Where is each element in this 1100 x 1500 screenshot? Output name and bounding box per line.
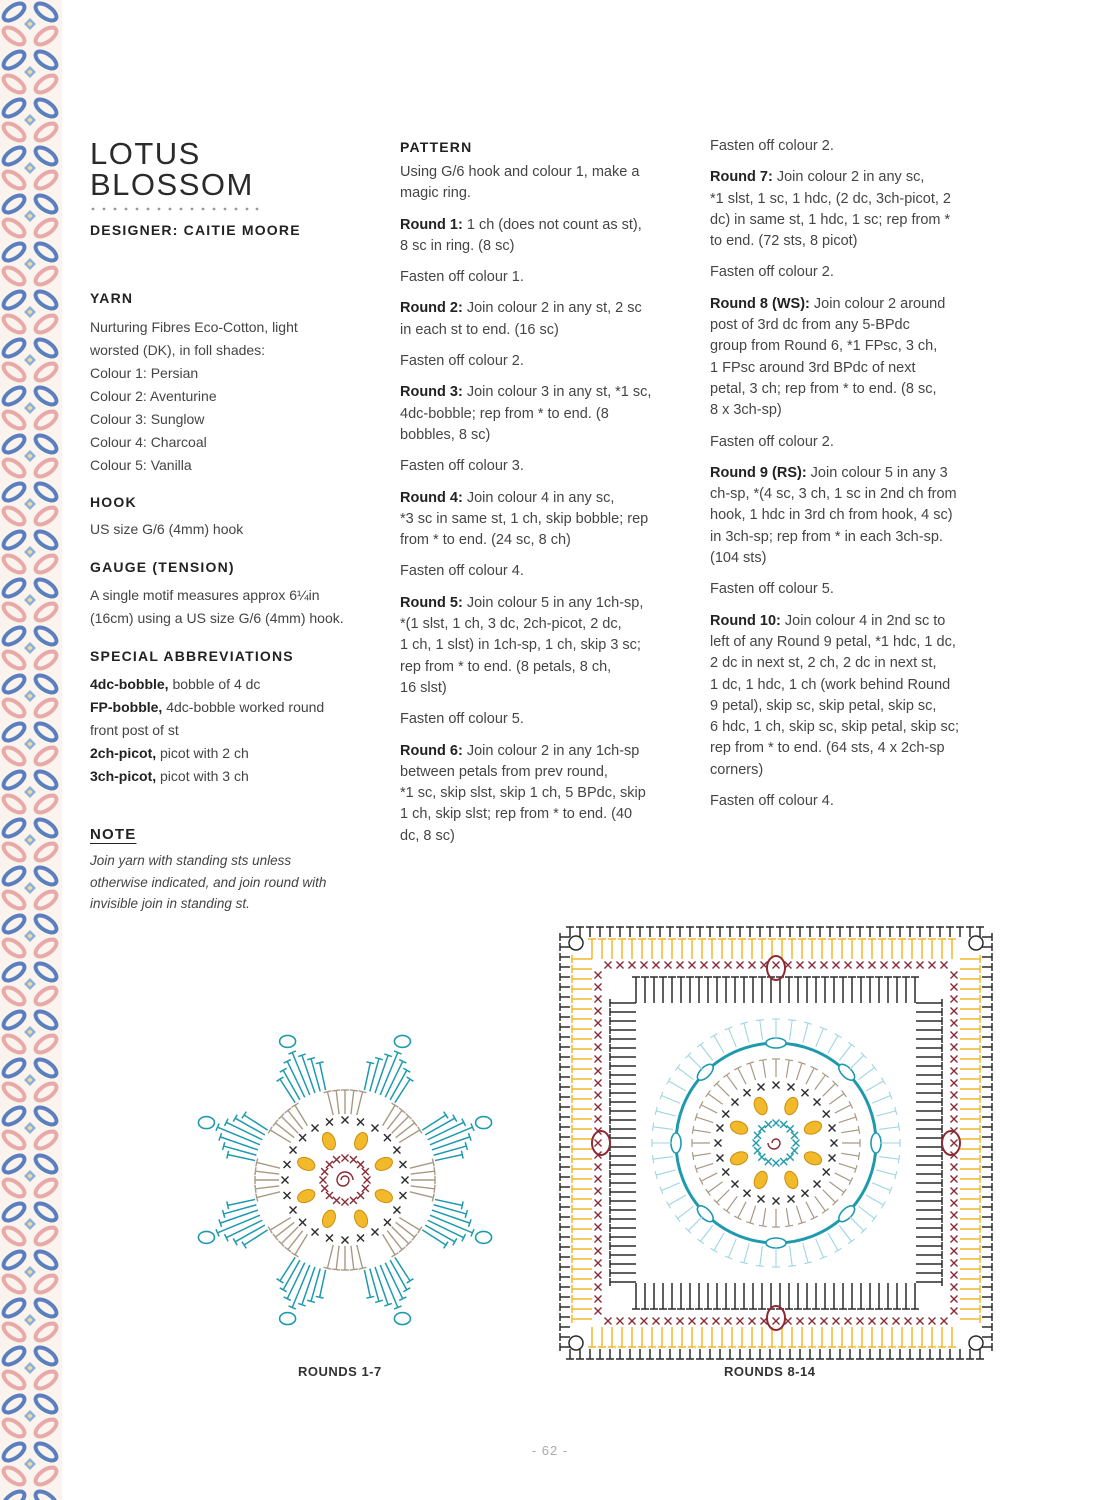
note-line: otherwise indicated, and join round with: [90, 874, 327, 890]
caption-rounds-1-7: ROUNDS 1-7: [298, 1364, 382, 1379]
yarn-line: Colour 1: Persian: [90, 365, 199, 381]
yarn-heading: YARN: [90, 290, 134, 306]
pattern-column-1: [400, 162, 685, 857]
abbreviation-item: 4dc-bobble, bobble of 4 dc: [90, 676, 261, 692]
yarn-line: worsted (DK), in foll shades:: [90, 342, 266, 358]
yarn-line: Colour 5: Vanilla: [90, 457, 192, 473]
chart-rounds-1-7: [180, 1015, 510, 1345]
pattern-title: [90, 138, 254, 200]
pattern-round: Round 9 (RS): Join colour 5 in any 3 ch-sp, *(4 sc, 3 ch, 1 sc in 2nd ch from hook, 1 hdc in 3rd ch from hook, 4 sc) in 3ch-sp; rep from * in each 3ch-sp. (104 sts): [710, 464, 957, 567]
pattern-instruction: Fasten off colour 1.: [400, 269, 524, 286]
pattern-column-2: [710, 136, 995, 822]
note-line: Join yarn with standing sts unless: [90, 853, 292, 868]
abbreviation-item: 2ch-picot, picot with 2 ch: [90, 745, 249, 761]
hook-heading: HOOK: [90, 494, 137, 510]
pattern-instruction: Fasten off colour 2.: [710, 264, 834, 281]
pattern-heading: PATTERN: [400, 139, 473, 155]
gauge-heading: GAUGE (TENSION): [90, 559, 235, 575]
pattern-round: Round 10: Join colour 4 in 2nd sc to left of any Round 9 petal, *1 hdc, 1 dc, 2 dc in next st, 2 ch, 2 dc in next st, 1 dc, 1 hdc, 1 ch (work behind Round 9 petal), skip sc, skip petal, skip sc, 6 hdc, 1 ch, skip sc, skip petal, skip sc; rep from * to end. (64 sts, 4 x 2ch-sp corners): [710, 612, 960, 778]
yarn-line: Colour 2: Aventurine: [90, 388, 217, 404]
designer-credit: DESIGNER: CAITIE MOORE: [90, 222, 301, 238]
note-text: [90, 850, 326, 915]
caption-rounds-8-14: ROUNDS 8-14: [724, 1364, 816, 1379]
abbreviations-list: [90, 673, 324, 788]
pattern-instruction: Fasten off colour 4.: [400, 563, 524, 580]
pattern-instruction: Fasten off colour 4.: [710, 793, 834, 810]
pattern-round: Round 2: Join colour 2 in any st, 2 sc in each st to end. (16 sc): [400, 300, 642, 338]
pattern-round: Round 7: Join colour 2 in any sc, *1 slst, 1 sc, 1 hdc, (2 dc, 3ch-picot, 2 dc) in same st, 1 hdc, 1 sc; rep from * to end. (72 sts, 8 picot): [710, 169, 951, 250]
pattern-instruction: Using G/6 hook and colour 1, make a magic ring.: [400, 164, 640, 202]
pattern-instruction: Fasten off colour 5.: [710, 581, 834, 598]
dotted-divider: [90, 206, 260, 212]
note-heading: NOTE: [90, 826, 137, 843]
pattern-round: Round 3: Join colour 3 in any st, *1 sc, 4dc-bobble; rep from * to end. (8 bobbles, 8 sc): [400, 384, 652, 443]
hook-text: US size G/6 (4mm) hook: [90, 521, 244, 537]
page-number: - 62 -: [531, 1443, 569, 1458]
decorative-border: [0, 0, 62, 1500]
abbreviation-item: front post of st: [90, 722, 179, 738]
pattern-round: Round 1: 1 ch (does not count as st), 8 sc in ring. (8 sc): [400, 216, 642, 254]
yarn-line: Nurturing Fibres Eco-Cotton, light: [90, 319, 298, 335]
gauge-text: [90, 584, 344, 630]
yarn-list: [90, 316, 298, 477]
note-line: invisible join in standing st.: [90, 896, 250, 911]
abbreviations-heading: SPECIAL ABBREVIATIONS: [90, 648, 294, 664]
chart-rounds-8-14: [558, 925, 994, 1361]
pattern-round: Round 6: Join colour 2 in any 1ch-sp between petals from prev round, *1 sc, skip slst, skip 1 ch, 5 BPdc, skip 1 ch, skip slst; rep from * to end. (40 dc, 8 sc): [400, 742, 646, 844]
gauge-line: A single motif measures approx 6¼in: [90, 587, 320, 603]
yarn-line: Colour 3: Sunglow: [90, 411, 205, 427]
pattern-round: Round 4: Join colour 4 in any sc, *3 sc in same st, 1 ch, skip bobble; rep from * to end. (24 sc, 8 ch): [400, 489, 649, 549]
pattern-round: Round 8 (WS): Join colour 2 around post of 3rd dc from any 5-BPdc group from Round 6, *1 FPsc, 3 ch, 1 FPsc around 3rd BPdc of next petal, 3 ch; rep from * to end. (8 sc, 8 x 3ch-sp): [710, 295, 946, 419]
abbreviation-item: FP-bobble, 4dc-bobble worked round: [90, 699, 325, 715]
title-line-2: BLOSSOM: [90, 167, 254, 202]
pattern-instruction: Fasten off colour 2.: [710, 433, 834, 450]
abbreviation-item: 3ch-picot, picot with 3 ch: [90, 768, 249, 784]
pattern-instruction: Fasten off colour 2.: [400, 353, 524, 370]
gauge-line: (16cm) using a US size G/6 (4mm) hook.: [90, 610, 344, 626]
pattern-instruction: Fasten off colour 2.: [710, 138, 834, 154]
pattern-round: Round 5: Join colour 5 in any 1ch-sp, *(1 slst, 1 ch, 3 dc, 2ch-picot, 2 dc, 1 ch, 1 slst) in 1ch-sp, 1 ch, skip 3 sc; rep from * to end. (8 petals, 8 ch, 16 slst): [400, 594, 644, 696]
pattern-instruction: Fasten off colour 5.: [400, 711, 524, 728]
yarn-line: Colour 4: Charcoal: [90, 434, 207, 450]
pattern-instruction: Fasten off colour 3.: [400, 458, 524, 475]
title-line-1: LOTUS: [90, 136, 201, 171]
